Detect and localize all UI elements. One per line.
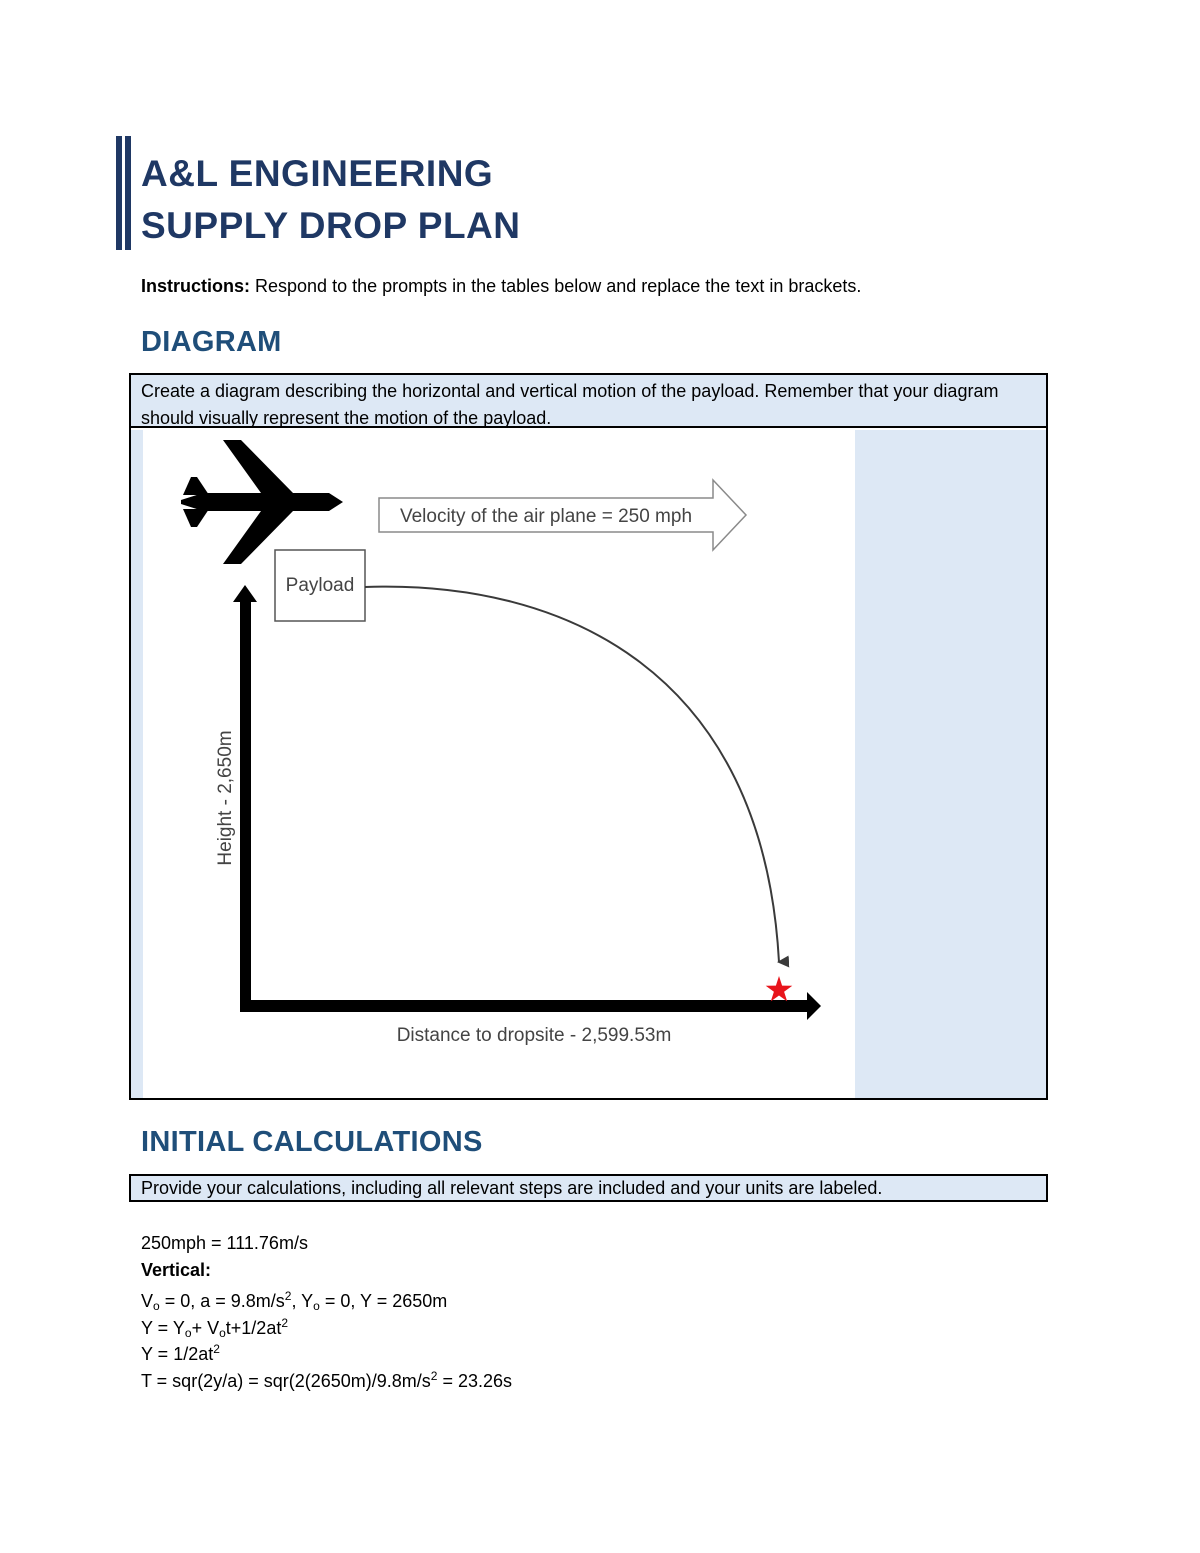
height-axis-arrow (233, 585, 257, 1008)
title-accent-bar (125, 136, 131, 250)
trajectory-curve (365, 587, 779, 962)
calculations-heading: INITIAL CALCULATIONS (141, 1126, 483, 1158)
velocity-arrow (379, 480, 746, 550)
height-label: Height - 2,650m (215, 730, 236, 866)
calc-line: $V_o = 0$, $a = 9.8m/s^2$, $Y_o = 0$, Y = 2650m (141, 1289, 448, 1313)
calc-line: 250mph = 111.76m/s (141, 1233, 308, 1253)
distance-label: Distance to dropsite - 2,599.53m (396, 1025, 672, 1046)
calc-line: $Y = 1/2at^2$ (141, 1342, 220, 1364)
calculations-table (129, 1174, 1048, 1202)
calculations-prompt: Provide your calculations, including all relevant steps are included and your units are labeled. (131, 1176, 1046, 1200)
payload-box (275, 550, 365, 621)
title-accent-bar (116, 136, 122, 250)
instructions-text: Respond to the prompts in the tables below and replace the text in brackets. (250, 276, 862, 296)
diagram-heading: DIAGRAM (141, 326, 282, 358)
airplane-icon (181, 440, 343, 564)
distance-axis-arrow (240, 992, 821, 1020)
title-line-1: A&L ENGINEERING (141, 153, 494, 194)
calc-line (141, 1257, 512, 1284)
diagram-cell-margin (131, 430, 143, 1098)
motion-diagram-svg (143, 430, 855, 1098)
star-icon (766, 976, 793, 1001)
calc-line: $T = sqr(2y/a) = sqr(2(2650m)/9.8m/s^2 = 23.26s$ (141, 1368, 513, 1391)
velocity-label: Velocity of the air plane = 250 mph (399, 506, 693, 527)
instructions-label: Instructions: (141, 276, 251, 296)
page-title (141, 148, 520, 252)
diagram-table (129, 373, 1048, 1100)
vertical-label: Vertical: (141, 1259, 212, 1280)
diagram-prompt: Create a diagram describing the horizontal and vertical motion of the payload. Remember that your diagram should visually represent the motion of the payload. (131, 375, 1046, 428)
calc-line: $Y = Y_o+ V_ot+1/2at^2$ (141, 1315, 289, 1340)
diagram-cell-margin (855, 430, 1046, 1098)
motion-diagram (143, 430, 855, 1098)
payload-label: Payload (285, 575, 355, 596)
title-line-2: SUPPLY DROP PLAN (141, 205, 521, 246)
instructions (141, 276, 861, 297)
calculations-body (141, 1230, 512, 1389)
